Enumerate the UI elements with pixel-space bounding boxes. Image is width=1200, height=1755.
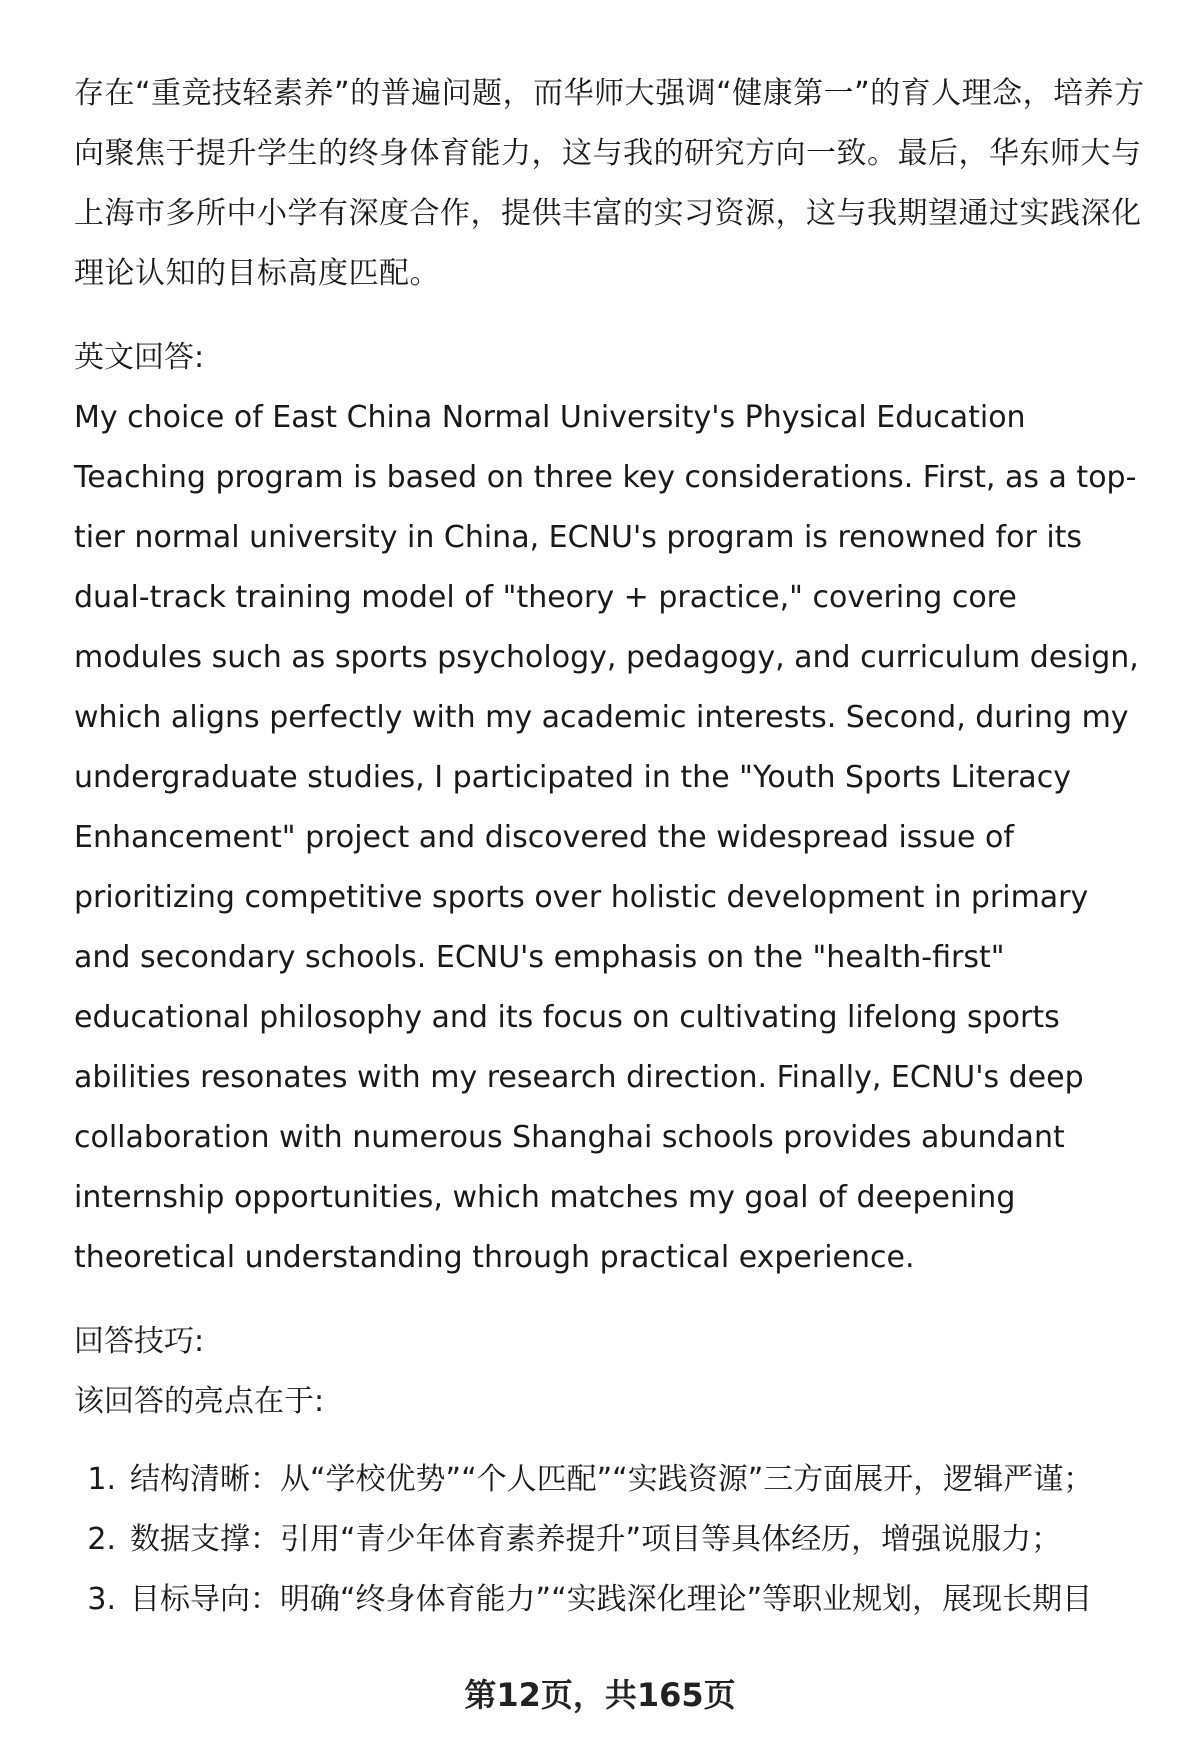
list-item [74, 1510, 1154, 1570]
document-body [74, 64, 1154, 1630]
intro-paragraph-zh: 存在“重竞技轻素养”的普遍问题，而华师大强调“健康第一”的育人理念，培养方向聚焦于提升学生的终身体育能力，这与我的研究方向一致。最后，华东师大与上海市多所中小学有深度合作，提供丰富的实习资源，这与我期望通过实践深化理论认知的目标高度匹配。 [74, 76, 1145, 291]
list-item-number: 2. [87, 1522, 116, 1557]
list-item-number: 1. [87, 1462, 116, 1497]
tips-list [74, 1450, 1154, 1630]
list-item-text: 目标导向：明确“终身体育能力”“实践深化理论”等职业规划，展现长期目 [130, 1582, 1093, 1617]
list-item [74, 1450, 1154, 1510]
english-answer-label: 英文回答: [74, 340, 205, 375]
tips-intro: 该回答的亮点在于: [74, 1384, 325, 1419]
list-item-text: 结构清晰：从“学校优势”“个人匹配”“实践资源”三方面展开，逻辑严谨； [130, 1462, 1094, 1497]
english-answer-paragraph: My choice of East China Normal University's Physical Education Teaching program is based on three key considerations. First, as a top-tier normal university in China, ECNU's program is renowned for its dual-track training model of "theory + practice," covering core modules such as sports psychology, pedagogy, and curriculum design, which aligns perfectly with my academic interests. Second, during my undergraduate studies, I participated in the "Youth Sports Literacy Enhancement" project and discovered the widespread issue of prioritizing competitive sports over holistic development in primary and secondary schools. ECNU's emphasis on the "health-first" educational philosophy and its focus on cultivating lifelong sports abilities resonates with my research direction. Finally, ECNU's deep collaboration with numerous Shanghai schools provides abundant internship opportunities, which matches my goal of deepening theoretical understanding through practical experience. [74, 400, 1139, 1275]
list-item-text: 数据支撑：引用“青少年体育素养提升”项目等具体经历，增强说服力； [130, 1522, 1062, 1557]
tips-label: 回答技巧: [74, 1324, 205, 1359]
page-number-footer: 第12页，共165页 [464, 1676, 736, 1714]
list-item-number: 3. [87, 1582, 116, 1617]
list-item [74, 1570, 1154, 1630]
